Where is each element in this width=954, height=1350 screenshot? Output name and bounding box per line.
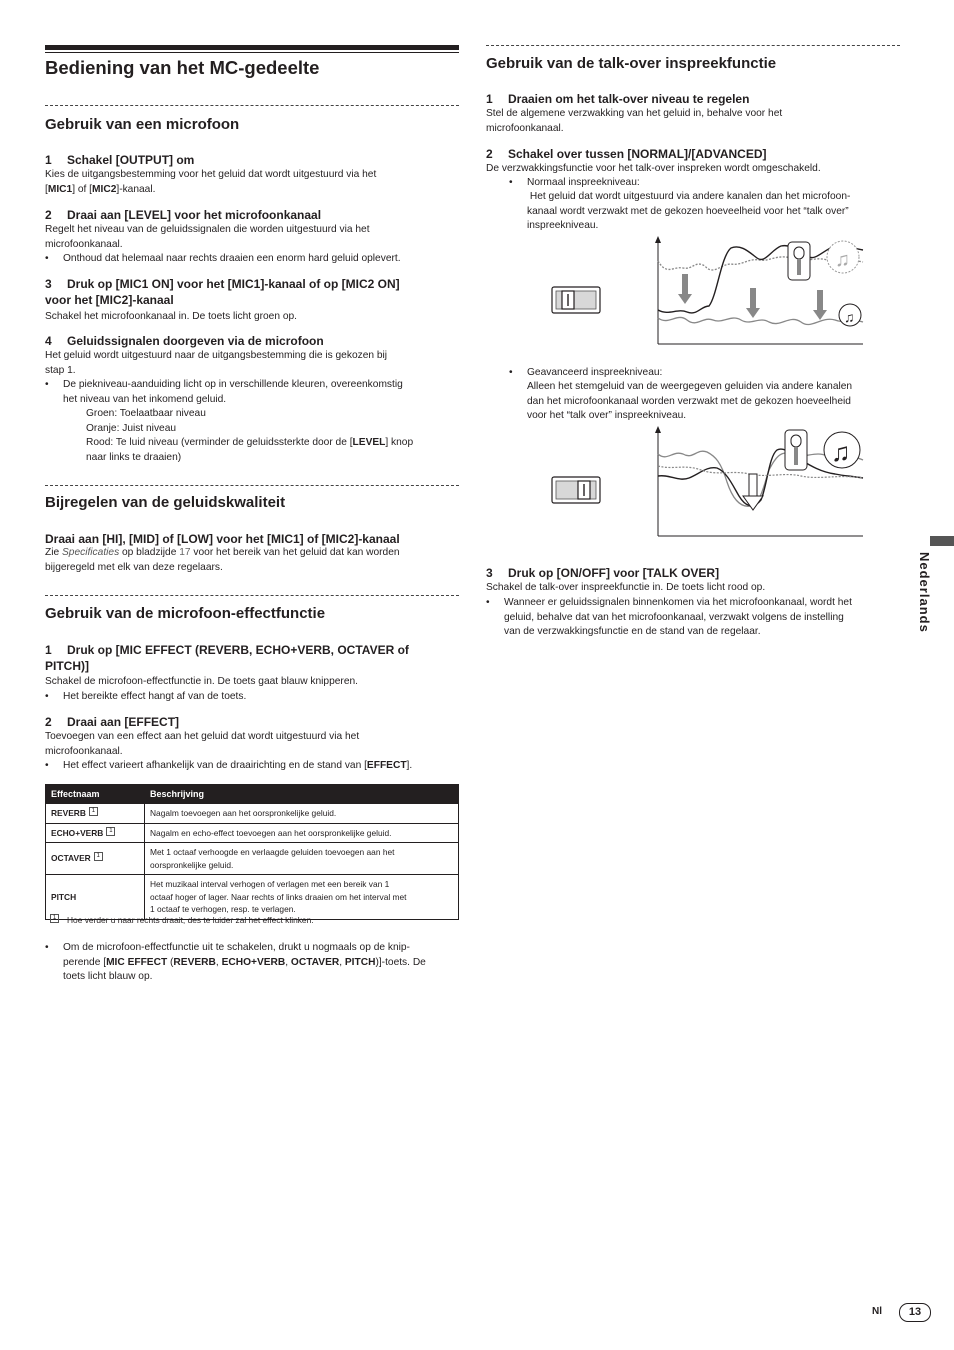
eq-text: Zie Specificaties op bladzijde 17 voor het bereik van het geluid dat kan worden bijgeregeld met elk van deze regelaars. xyxy=(45,547,400,573)
heading-microphone: Gebruik van een microfoon xyxy=(45,116,240,133)
step-talk-over-on: 3 Druk op [ON/OFF] voor [TALK OVER] xyxy=(486,566,720,580)
step-mic-on: 3 Druk op [MIC1 ON] voor het [MIC1]-kanaal of op [MIC2 ON] voor het [MIC2]-kanaal xyxy=(45,277,400,307)
step-output: 1 Schakel [OUTPUT] om xyxy=(45,153,195,167)
step-mic-effect: 1 Druk op [MIC EFFECT (REVERB, ECHO+VERB, OCTAVER of PITCH)] xyxy=(45,643,409,673)
heading-mic-effect: Gebruik van de microfoon-effectfunctie xyxy=(45,605,326,622)
advanced-talkover-diagram xyxy=(545,426,865,540)
level-colors: Groen: Toelaatbaar niveau Oranje: Juist niveau Rood: Te luid niveau (verminder de geluidssterkte door de [LEVEL] knop naar links te draaien) xyxy=(86,408,414,463)
step-signals: 4 Geluidssignalen doorgeven via de microfoon xyxy=(45,334,324,348)
step-level: 2 Draai aan [LEVEL] voor het microfoonkanaal xyxy=(45,208,322,222)
step-effect: 2 Draai aan [EFFECT] xyxy=(45,715,180,729)
table-header-description: Beschrijving xyxy=(145,785,459,804)
switch-icon xyxy=(552,287,600,313)
step-signals-bullet: • De piekniveau-aanduiding licht op in verschillende kleuren, overeenkomstig het niveau van het inkomend geluid. xyxy=(45,379,403,405)
table-footnote: $^1$ Hoe verder u naar rechts draait, des te luider zal het effect klinken. xyxy=(50,914,460,926)
step-talk-over-bullet: • Wanneer er geluidssignalen binnenkomen via het microfoonkanaal, wordt het geluid, behalve dat van het microfoonkanaal, verzwakt volgens de instelling van de verzwakkingsfunctie en de stand van de regelaar. xyxy=(486,597,852,637)
advanced-level-text: Alleen het stemgeluid van de weergegeven geluiden via andere kanalen dan het microfoonkanaal worden verzwakt met de gekozen hoeveelheid voor het “talk over” inspreekniveau. xyxy=(527,381,853,421)
step-level-bullet: • Onthoud dat helemaal naar rechts draaien een enorm hard geluid oplevert. xyxy=(45,252,477,267)
eq-subheading: Draai aan [HI], [MID] of [LOW] voor het [MIC1] of [MIC2]-kanaal xyxy=(45,532,400,546)
page-title: Bediening van het MC-gedeelte xyxy=(45,57,320,78)
arrow-down-icon xyxy=(746,288,760,318)
music-note-icon xyxy=(827,241,859,273)
step-normal-advanced: 2 Schakel over tussen [NORMAL]/[ADVANCED] xyxy=(486,147,767,161)
table-header-effect: Effectnaam xyxy=(46,785,145,804)
heading-sound-quality: Bijregelen van de geluidskwaliteit xyxy=(45,494,286,511)
step-talk-level: 1 Draaien om het talk-over niveau te regelen xyxy=(486,92,750,106)
section-divider xyxy=(45,105,459,106)
table-row: ECHO+VERB $^1$ Nagalm en echo-effect toevoegen aan het oorspronkelijke geluid. xyxy=(46,823,459,843)
arrow-down-icon xyxy=(813,290,827,320)
step-effect-bullet: • Het effect varieert afhankelijk van de draairichting en de stand van [EFFECT]. xyxy=(45,760,413,771)
step-output-text: Kies de uitgangsbestemming voor het geluid dat wordt uitgestuurd via het [MIC1] of [MIC2]-kanaal. xyxy=(45,169,377,195)
microphone-icon xyxy=(788,242,810,280)
normal-talkover-diagram xyxy=(545,236,865,348)
svg-text:♫: ♫ xyxy=(831,437,851,467)
step-talk-over-on-text: Schakel de talk-over inspreekfunctie in. De toets licht rood op. xyxy=(486,582,766,593)
switch-icon xyxy=(552,477,600,503)
step-talk-level-text: Stel de algemene verzwakking van het geluid in, behalve voor het microfoonkanaal. xyxy=(486,108,783,134)
step-signals-text: Het geluid wordt uitgestuurd naar de uitgangsbestemming die is gekozen bij stap 1. xyxy=(45,350,388,376)
title-rule-thick xyxy=(45,45,459,50)
music-note-icon xyxy=(824,432,860,468)
step-mic-on-text: Schakel het microfoonkanaal in. De toets licht groen op. xyxy=(45,311,298,322)
normal-level-text: Het geluid dat wordt uitgestuurd via andere kanalen dan het microfoon- kanaal wordt verzwakt met de gekozen hoeveelheid voor het “talk over” inspreekniveau. xyxy=(527,191,851,231)
section-divider xyxy=(486,45,900,46)
music-note-icon xyxy=(839,304,861,326)
svg-text:♫: ♫ xyxy=(835,249,850,271)
svg-text:♫: ♫ xyxy=(844,309,855,325)
effect-off-bullet: • Om de microfoon-effectfunctie uit te schakelen, drukt u nogmaals op de knip- perende [MIC EFFECT (REVERB, ECHO+VERB, OCTAVER, PITCH)]-toets. De toets licht blauw op. xyxy=(45,942,426,982)
microphone-icon xyxy=(785,430,807,470)
section-divider xyxy=(45,485,459,486)
table-row: PITCH Het muzikaal interval verhogen of verlagen met een bereik van 1 octaaf hoger of lager. Naar rechts of links draaien om het interval met 1 octaaf te verhogen, resp. te verlagen. xyxy=(46,875,459,920)
arrow-down-icon xyxy=(678,274,692,304)
heading-talk-over: Gebruik van de talk-over inspreekfunctie xyxy=(486,55,777,72)
language-label: Nederlands xyxy=(917,552,932,633)
title-rule-thin xyxy=(45,52,459,53)
page-number: 13 xyxy=(899,1303,931,1322)
footer-language: Nl xyxy=(872,1306,882,1317)
table-row: REVERB $^1$ Nagalm toevoegen aan het oorspronkelijke geluid. xyxy=(46,804,459,824)
effect-table xyxy=(45,784,459,920)
step-normal-advanced-text: De verzwakkingsfunctie voor het talk-over inspreken wordt omgeschakeld. xyxy=(486,163,821,174)
table-row: OCTAVER $^1$ Met 1 octaaf verhoogde en verlaagde geluiden toevoegen aan het oorspronkelijke geluid. xyxy=(46,843,459,875)
section-divider xyxy=(45,595,459,596)
language-tab xyxy=(930,536,954,546)
step-mic-effect-bullet: • Het bereikte effect hangt af van de toets. xyxy=(45,690,477,705)
normal-level-bullet: • Normaal inspreekniveau: xyxy=(509,177,640,188)
step-level-text: Regelt het niveau van de geluidssignalen die worden uitgestuurd via het microfoonkanaal. xyxy=(45,224,370,250)
advanced-level-bullet: • Geavanceerd inspreekniveau: xyxy=(509,367,663,378)
step-mic-effect-text: Schakel de microfoon-effectfunctie in. De toets gaat blauw knipperen. xyxy=(45,676,358,687)
step-effect-text: Toevoegen van een effect aan het geluid dat wordt uitgestuurd via het microfoonkanaal. xyxy=(45,731,360,757)
